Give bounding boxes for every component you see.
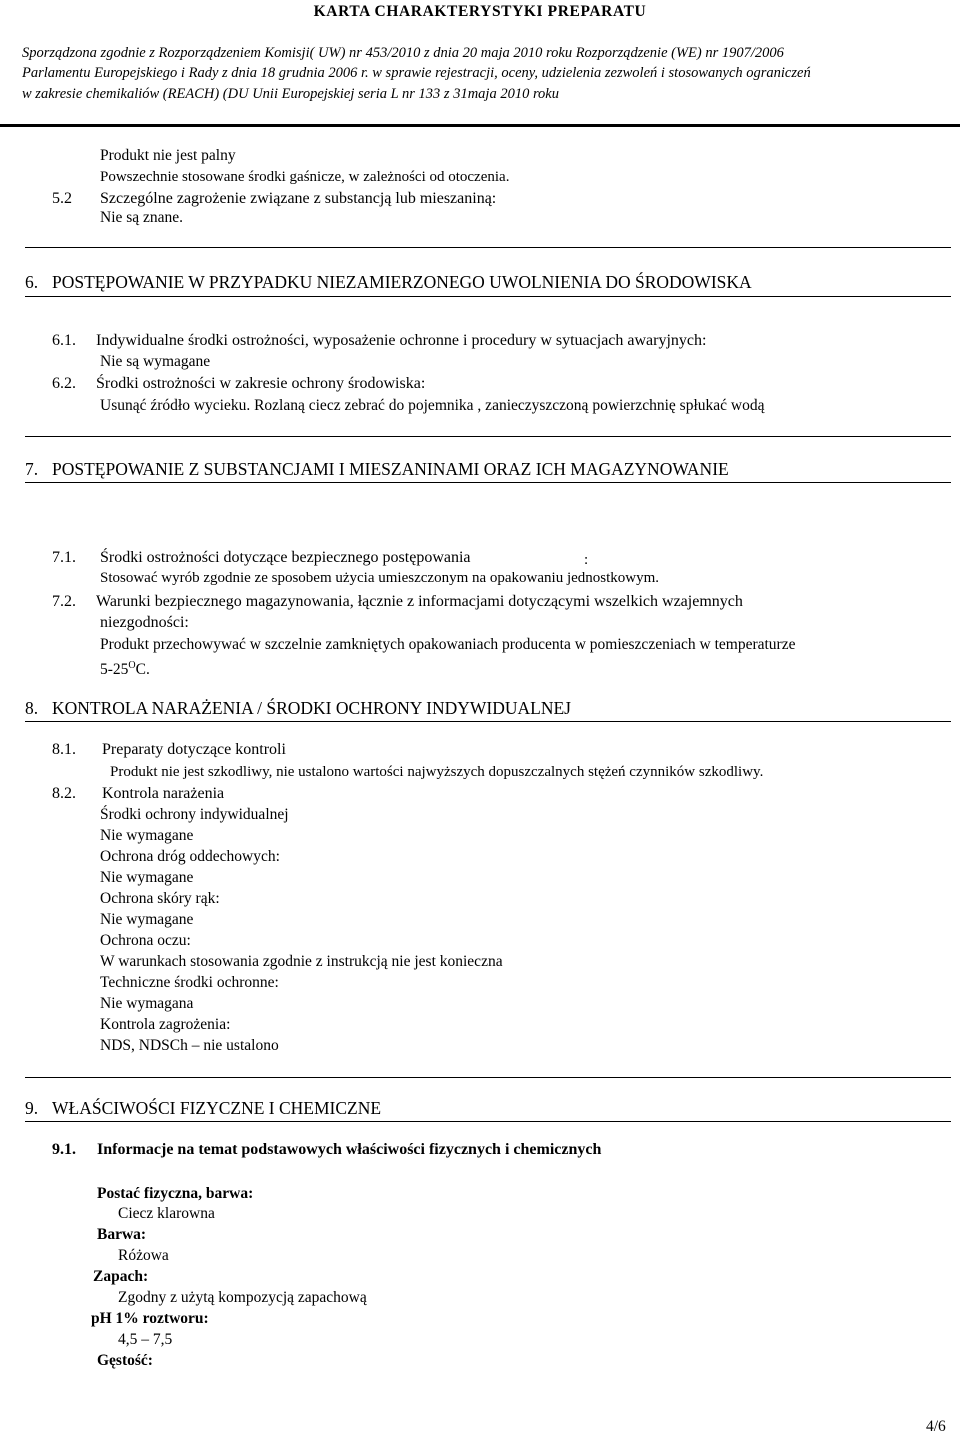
s9-title: WŁAŚCIWOŚCI FIZYCZNE I CHEMICZNE	[52, 1098, 382, 1118]
section-rule	[25, 436, 951, 437]
s82-line: Ochrona dróg oddechowych:	[100, 848, 280, 865]
s82-line: Nie wymagane	[100, 827, 194, 844]
s61-number: 6.1.	[52, 332, 76, 349]
s8-number: 8.	[25, 698, 39, 718]
s6-title: POSTĘPOWANIE W PRZYPADKU NIEZAMIERZONEGO UWOLNIENIA DO ŚRODOWISKA	[52, 272, 752, 292]
section-rule	[25, 296, 951, 297]
s82-title: Kontrola narażenia	[102, 785, 225, 802]
storage-temperature-range: 5-25	[100, 661, 129, 678]
s7-number: 7.	[25, 459, 39, 479]
section-rule	[25, 482, 951, 483]
property-value: Różowa	[118, 1247, 169, 1264]
section-rule	[25, 1121, 951, 1122]
s82-line: Ochrona skóry rąk:	[100, 890, 220, 907]
s71-number: 7.1.	[52, 549, 76, 566]
s82-line: W warunkach stosowania zgodnie z instrukcją nie jest konieczna	[100, 953, 503, 970]
property-label: pH 1% roztworu:	[91, 1310, 209, 1327]
s81-number: 8.1.	[52, 741, 76, 758]
property-label: Barwa:	[97, 1226, 147, 1243]
s82-line: Nie wymagane	[100, 911, 194, 928]
s72-text-line-2	[100, 656, 150, 680]
degree-superscript: O	[128, 660, 136, 671]
temperature-unit: C.	[135, 661, 150, 678]
s72-text-line-1: Produkt przechowywać w szczelnie zamkniętych opakowaniach producenta w pomieszczeniach w temperaturze	[100, 636, 796, 653]
section-rule	[25, 247, 951, 248]
s82-line: Kontrola zagrożenia:	[100, 1016, 231, 1033]
s8-title: KONTROLA NARAŻENIA / ŚRODKI OCHRONY INDYWIDUALNEJ	[52, 698, 571, 718]
header-divider	[0, 124, 960, 127]
header-regulation-line-2: Parlamentu Europejskiego i Rady z dnia 18 grudnia 2006 r. w sprawie rejestracji, oceny, udzielenia zezwoleń i stosowanych ograniczeń	[22, 65, 811, 81]
header-regulation-line-1: Sporządzona zgodnie z Rozporządzeniem Komisji( UW) nr 453/2010 z dnia 20 maja 2010 roku Rozporządzenie (WE) nr 1907/2006	[22, 45, 784, 61]
s62-title: Środki ostrożności w zakresie ochrony środowiska:	[96, 375, 426, 392]
s71-colon: :	[584, 552, 589, 568]
s91-number: 9.1.	[52, 1141, 76, 1158]
s62-number: 6.2.	[52, 375, 76, 392]
property-value: Zgodny z użytą kompozycją zapachową	[118, 1289, 367, 1306]
s81-title: Preparaty dotyczące kontroli	[102, 741, 286, 758]
s5-text-line-2: Powszechnie stosowane środki gaśnicze, w zależności od otoczenia.	[100, 169, 510, 185]
s91-title: Informacje na temat podstawowych właściwości fizycznych i chemicznych	[97, 1141, 602, 1158]
s71-text: Stosować wyrób zgodnie ze sposobem użycia umieszczonym na opakowaniu jednostkowym.	[100, 570, 660, 586]
s82-line: NDS, NDSCh – nie ustalono	[100, 1037, 279, 1054]
s82-number: 8.2.	[52, 785, 76, 802]
page-number: 4/6	[926, 1418, 946, 1435]
s82-line: Nie wymagana	[100, 995, 194, 1012]
header-regulation-line-3: w zakresie chemikaliów (REACH) (DU Unii Europejskiej seria L nr 133 z 31maja 2010 roku	[22, 86, 559, 102]
s82-line: Techniczne środki ochronne:	[100, 974, 279, 991]
s82-line: Nie wymagane	[100, 869, 194, 886]
s52-text: Nie są znane.	[100, 209, 184, 226]
s9-number: 9.	[25, 1098, 39, 1118]
section-rule	[25, 1077, 951, 1078]
s7-title: POSTĘPOWANIE Z SUBSTANCJAMI I MIESZANINAMI ORAZ ICH MAGAZYNOWANIE	[52, 459, 729, 479]
s61-text: Nie są wymagane	[100, 353, 211, 370]
s62-text: Usunąć źródło wycieku. Rozlaną ciecz zebrać do pojemnika , zanieczyszczoną powierzchnię spłukać wodą	[100, 397, 765, 414]
s72-title-line-1: Warunki bezpiecznego magazynowania, łącznie z informacjami dotyczącymi wszelkich wzajemnych	[96, 593, 743, 610]
s71-title: Środki ostrożności dotyczące bezpiecznego postępowania	[100, 549, 471, 566]
s6-number: 6.	[25, 272, 39, 292]
property-label: Gęstość:	[97, 1352, 153, 1369]
property-label: Postać fizyczna, barwa:	[97, 1185, 254, 1202]
s52-number: 5.2	[52, 190, 72, 207]
s82-line: Ochrona oczu:	[100, 932, 191, 949]
property-value: Ciecz klarowna	[118, 1205, 215, 1222]
document-title: KARTA CHARAKTERYSTYKI PREPARATU	[313, 3, 647, 20]
s72-number: 7.2.	[52, 593, 76, 610]
s52-title: Szczególne zagrożenie związane z substancją lub mieszaniną:	[100, 190, 497, 207]
s5-text-line-1: Produkt nie jest palny	[100, 147, 236, 164]
s82-line: Środki ochrony indywidualnej	[100, 806, 289, 823]
property-label: Zapach:	[93, 1268, 149, 1285]
s72-title-line-2: niezgodności:	[100, 614, 189, 631]
s81-text: Produkt nie jest szkodliwy, nie ustalono wartości najwyższych dopuszczalnych stężeń czynników szkodliwy.	[110, 764, 764, 780]
property-value: 4,5 – 7,5	[118, 1331, 173, 1348]
s61-title: Indywidualne środki ostrożności, wyposażenie ochronne i procedury w sytuacjach awaryjnych:	[96, 332, 707, 349]
section-rule	[25, 721, 951, 722]
